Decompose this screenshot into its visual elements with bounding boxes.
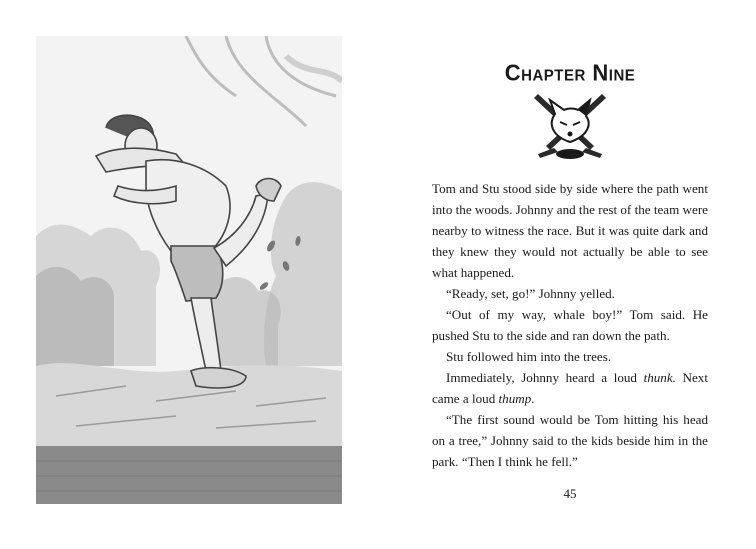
paragraph: Immediately, Johnny heard a loud thunk. Next came a loud thump. <box>432 370 708 406</box>
paragraph: Tom and Stu stood side by side where the path went into the woods. Johnny and the rest of the team were nearby to witness the race. But it was quite dark and they knew they would not actually be able to see what happened. <box>432 181 708 280</box>
paragraph: “Ready, set, go!” Johnny yelled. <box>446 286 615 301</box>
sketch-drawing <box>36 36 342 504</box>
chapter-title: Chapter Nine <box>504 59 636 86</box>
text-page <box>432 56 708 516</box>
paragraph: Stu followed him into the trees. <box>446 349 612 364</box>
hockey-fox-emblem-icon <box>520 92 620 162</box>
illustration-running-boy <box>36 36 342 504</box>
paragraph: “The first sound would be Tom hitting his head on a tree,” Johnny said to the kids beside him in the park. “Then I think he fell.” <box>432 412 708 469</box>
page-number: 45 <box>563 486 577 501</box>
paragraph: “Out of my way, whale boy!” Tom said. He pushed Stu to the side and ran down the path. <box>432 307 708 343</box>
chapter-body <box>432 178 708 472</box>
